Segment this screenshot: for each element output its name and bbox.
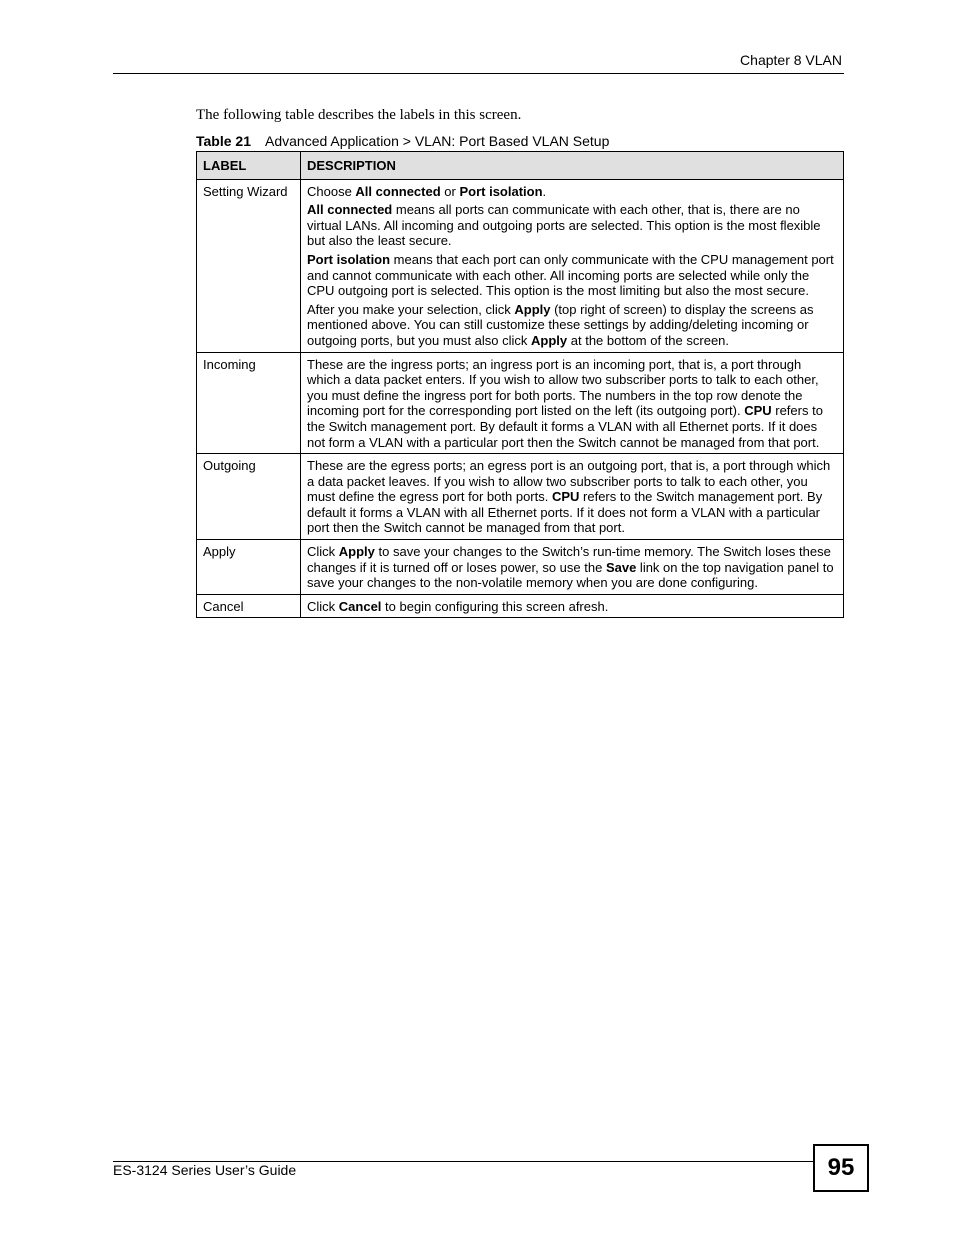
emphasized-term: Port isolation [307, 251, 391, 267]
row-label: Outgoing [197, 454, 301, 540]
description-paragraph [307, 544, 837, 591]
text-segment: Click [307, 544, 339, 560]
description-paragraph [307, 184, 837, 200]
table-number: Table 21 [196, 133, 251, 149]
table-title: Advanced Application > VLAN: Port Based VLAN Setup [265, 133, 610, 149]
header-divider [113, 73, 844, 74]
row-label: Incoming [197, 352, 301, 454]
row-description [301, 179, 844, 352]
description-table [196, 151, 844, 618]
emphasized-term: All connected [355, 183, 441, 199]
emphasized-term: All connected [307, 202, 393, 218]
chapter-header: Chapter 8 VLAN [740, 52, 842, 68]
text-segment: to begin configuring this screen afresh. [381, 598, 609, 614]
text-segment: or [440, 183, 460, 199]
text-segment: Choose [307, 183, 356, 199]
text-segment: These are the egress ports; an egress port is an outgoing port, that is, a port through which a data packet leaves. If you wish to allow two subscriber ports to talk to each other, you must define the egress port for both ports. [307, 458, 831, 505]
text-segment: at the bottom of the screen. [567, 332, 730, 348]
emphasized-term: Apply [531, 332, 568, 348]
table-row [197, 352, 844, 454]
guide-title: ES-3124 Series User’s Guide [113, 1162, 297, 1178]
table-header-row [197, 152, 844, 180]
text-segment: (top right of screen) to display the screens as mentioned above. You can still customize these settings by adding/deleting incoming or outgoing ports, but you must also click [307, 301, 814, 348]
table-caption [196, 133, 609, 149]
row-description [301, 454, 844, 540]
page-number: 95 [813, 1144, 869, 1192]
row-description [301, 352, 844, 454]
label-column-header: LABEL [197, 152, 301, 180]
intro-text: The following table describes the labels in this screen. [196, 107, 522, 123]
row-label: Apply [197, 540, 301, 595]
text-segment: After you make your selection, click [307, 301, 515, 317]
description-paragraph [307, 357, 837, 451]
text-segment: Click [307, 598, 339, 614]
row-description [301, 594, 844, 618]
emphasized-term: Apply [338, 544, 375, 560]
description-paragraph [307, 252, 837, 299]
table-row [197, 540, 844, 595]
row-label: Setting Wizard [197, 179, 301, 352]
emphasized-term: CPU [551, 489, 580, 505]
text-segment: refers to the Switch management port. By default it forms a VLAN with all Ethernet ports. If it does not form a VLAN with a particular port then the Switch cannot be managed from that port. [307, 403, 823, 450]
description-column-header: DESCRIPTION [301, 152, 844, 180]
row-label: Cancel [197, 594, 301, 618]
text-segment: . [542, 183, 547, 199]
emphasized-term: CPU [744, 403, 772, 419]
description-paragraph [307, 202, 837, 249]
table-row [197, 179, 844, 352]
description-paragraph [307, 599, 837, 615]
table-body [197, 179, 844, 618]
text-segment: means all ports can communicate with each other, that is, there are no virtual LANs. All incoming and outgoing ports are selected. This option is the most flexible but also the least secure. [307, 202, 821, 249]
emphasized-term: Save [605, 559, 637, 575]
text-segment: link on the top navigation panel to save your changes to the non-volatile memory when you are done configuring. [307, 559, 834, 591]
emphasized-term: Cancel [338, 598, 382, 614]
emphasized-term: Port isolation [459, 183, 543, 199]
text-segment: refers to the Switch management port. By default it forms a VLAN with all Ethernet ports. If it does not form a VLAN with a particular port then the Switch cannot be managed from that port. [307, 489, 823, 536]
table-row [197, 454, 844, 540]
emphasized-term: Apply [514, 301, 551, 317]
description-paragraph [307, 458, 837, 536]
table-row [197, 594, 844, 618]
text-segment: means that each port can only communicate with the CPU management port and cannot communicate with each other. All incoming ports are selected while only the CPU outgoing port is selected. This option is the most limiting but also the most secure. [307, 251, 834, 299]
description-paragraph [307, 302, 837, 349]
text-segment: to save your changes to the Switch’s run-time memory. The Switch loses these changes if it is turned off or loses power, so use the [307, 544, 831, 575]
row-description [301, 540, 844, 595]
text-segment: These are the ingress ports; an ingress port is an incoming port, that is, a port through which a data packet enters. If you wish to allow two subscriber ports to talk to each other, you must define the ingress port for both ports. The numbers in the top row denote the incoming port for the corresponding port listed on the left (its outgoing port). [307, 356, 819, 419]
